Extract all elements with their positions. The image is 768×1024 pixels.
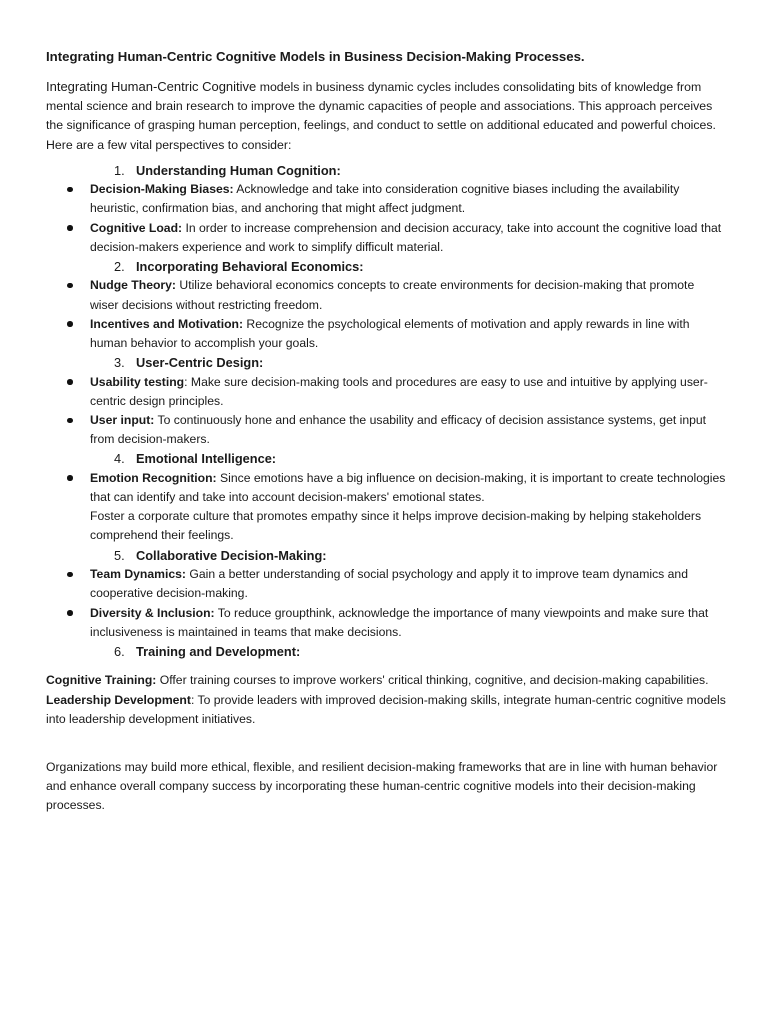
training-item: [46, 671, 726, 690]
section-heading-text: Training and Development:: [136, 643, 301, 659]
bullet-icon: [67, 379, 73, 385]
section-heading-text: User-Centric Design:: [136, 355, 264, 371]
section-heading-text: Understanding Human Cognition:: [136, 162, 341, 178]
bullet-term: Decision-Making Biases:: [90, 182, 234, 197]
bullet-item: [46, 411, 726, 449]
section-heading-text: Collaborative Decision-Making:: [136, 547, 327, 563]
bullet-item: [46, 565, 726, 603]
bullet-text: Gain a better understanding of social psychology and apply it to improve team dynamics and cooperative decision-making.: [90, 567, 688, 601]
training-text: Offer training courses to improve workers' critical thinking, cognitive, and decision-making capabilities.: [156, 673, 709, 688]
closing-paragraph: Organizations may build more ethical, flexible, and resilient decision-making frameworks that are in line with human behavior and enhance overall company success by incorporating these human-centric cognitive models into their decision-making processes.: [46, 759, 718, 813]
bullet-term: User input:: [90, 413, 155, 428]
bullet-icon: [67, 475, 73, 481]
bullet-icon: [67, 572, 73, 578]
training-term: Leadership Development: [46, 692, 191, 707]
bullet-item: [46, 469, 726, 546]
bullet-item: [46, 604, 726, 642]
bullet-list: [46, 276, 726, 353]
training-item: [46, 691, 726, 729]
bullet-term: Cognitive Load:: [90, 220, 183, 235]
bullet-item: [46, 180, 726, 218]
section-heading: [114, 546, 726, 565]
bullet-term: Nudge Theory:: [90, 278, 176, 293]
bullet-list: [46, 565, 726, 642]
bullet-term: Emotion Recognition:: [90, 470, 217, 485]
bullet-text: In order to increase comprehension and decision accuracy, take into account the cognitive load that decision-makers experience and work to simplify difficult material.: [90, 220, 722, 254]
bullet-term: Diversity & Inclusion:: [90, 605, 215, 620]
document-page: [46, 48, 726, 828]
sections-container: [46, 161, 726, 662]
document-title: Integrating Human-Centric Cognitive Models in Business Decision-Making Processes.: [46, 49, 585, 64]
bullet-text: Utilize behavioral economics concepts to create environments for decision-making that promote wiser decisions without restricting freedom.: [90, 278, 695, 312]
bullet-item: [46, 315, 726, 353]
section-heading: [114, 161, 726, 180]
section-number: 6.: [114, 643, 125, 659]
section-number: 3.: [114, 355, 125, 371]
training-block: [46, 671, 726, 729]
intro-paragraph: [46, 77, 726, 155]
bullet-item: [46, 373, 726, 411]
bullet-list: [46, 180, 726, 257]
section-number: 5.: [114, 547, 125, 563]
bullet-text: Since emotions have a big influence on decision-making, it is important to create technologies that can identify and take into account decision-makers' emotional states.: [90, 470, 726, 505]
bullet-text: Foster a corporate culture that promotes empathy since it helps improve decision-making by helping stakeholders comprehend their feelings.: [90, 509, 702, 543]
section-heading-text: Emotional Intelligence:: [136, 451, 277, 467]
bullet-icon: [67, 283, 73, 289]
bullet-icon: [67, 187, 73, 193]
bullet-text: To continuously hone and enhance the usability and efficacy of decision assistance systems, get input from decision-makers.: [90, 413, 707, 447]
section-heading: [114, 353, 726, 372]
intro-rest: models in business dynamic cycles includes consolidating bits of knowledge from mental science and brain research to improve the dynamic capacities of people and associations. This approach perceives the significance of grasping human perception, feelings, and conduct to settle on additional educated and powerful choices. Here are a few vital perspectives to consider:: [46, 80, 716, 152]
bullet-icon: [67, 321, 73, 327]
bullet-icon: [67, 418, 73, 424]
bullet-text: : Make sure decision-making tools and procedures are easy to use and intuitive by applying user-centric design principles.: [90, 374, 708, 408]
bullet-term: Incentives and Motivation:: [90, 316, 244, 331]
bullet-list: [46, 469, 726, 546]
training-term: Cognitive Training:: [46, 673, 157, 688]
bullet-icon: [67, 610, 73, 616]
section-heading-text: Incorporating Behavioral Economics:: [136, 259, 364, 275]
bullet-item: [46, 219, 726, 257]
bullet-text: To reduce groupthink, acknowledge the importance of many viewpoints and make sure that inclusiveness is maintained in teams that make decisions.: [90, 605, 709, 639]
section-heading: [114, 257, 726, 276]
bullet-term: Team Dynamics:: [90, 567, 186, 582]
section-heading: [114, 642, 726, 661]
bullet-item: [46, 276, 726, 314]
bullet-term: Usability testing: [90, 374, 185, 389]
training-text: : To provide leaders with improved decision-making skills, integrate human-centric cognitive models into leadership development initiatives.: [46, 692, 726, 726]
bullet-text: Acknowledge and take into consideration cognitive biases including the availability heuristic, confirmation bias, and anchoring that might affect judgment.: [90, 182, 680, 216]
bullet-icon: [67, 225, 73, 231]
section-number: 4.: [114, 451, 125, 467]
intro-lead: Integrating Human-Centric Cognitive: [46, 79, 257, 94]
section-number: 2.: [114, 259, 125, 275]
bullet-list: [46, 373, 726, 450]
bullet-text: Recognize the psychological elements of motivation and apply rewards in line with human behavior to accomplish your goals.: [90, 316, 690, 351]
section-number: 1.: [114, 162, 125, 178]
section-heading: [114, 449, 726, 468]
